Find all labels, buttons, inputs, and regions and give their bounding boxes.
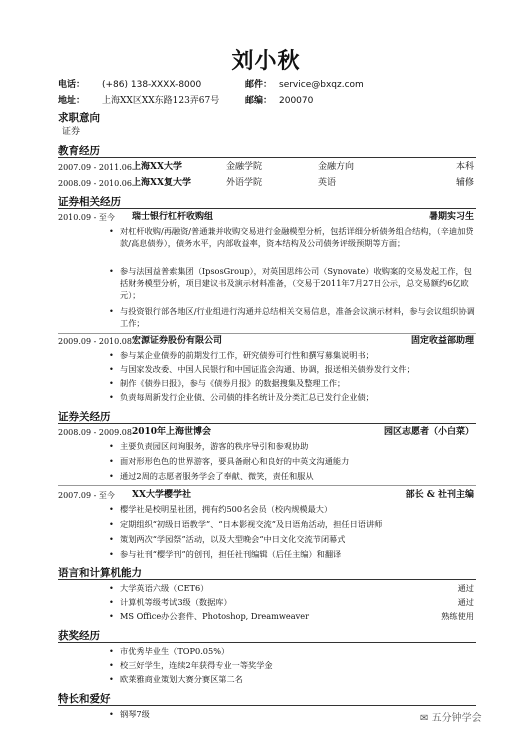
skill-item: • 计算机等级考试3级（数据库） <box>109 597 232 607</box>
bullet-text: 参与某企业债券的前期发行工作，研究债券可行性和撰写募集说明书； <box>120 350 374 360</box>
chat-icon: ✉ <box>420 713 429 724</box>
bullet-item: • 参与社刊“樱学刊”的创刊，担任社刊编辑（后任主编）和翻译 <box>109 549 342 559</box>
bullet-text: 面对形形色色的世界游客，要具备耐心和良好的中英文沟通能力 <box>120 456 350 466</box>
job-date: 2009.09 - 2010.08 <box>58 337 132 346</box>
work-divider <box>58 208 476 209</box>
bullet-text: 对杠杆收购/再融资/普通兼并收购交易进行金融模型分析，包括详细分析债务组合结构，（辛迪加贷款/高息债券），债务水平，内部收益率，资本结构及公司债务评级预期等方面； <box>120 226 474 248</box>
award-text: 欧莱雅商业策划大赛分赛区第二名 <box>120 674 243 684</box>
bullet-item: • 樱学社是校明星社团，拥有约500名会员（校内规模最大） <box>109 504 333 514</box>
skill-item: • 大学英语六级（CET6） <box>109 583 209 593</box>
bullet-text: 与国家发改委、中国人民银行和中国证监会沟通、协调，报送相关债券发行文件； <box>120 364 415 374</box>
hobby-text: 钢琴7级 <box>120 709 150 719</box>
candidate-name: 刘小秋 <box>231 49 301 74</box>
watermark-text: 五分钟学会 <box>431 713 482 724</box>
bullet-item: • 参与某企业债券的前期发行工作，研究债券可行性和撰写募集说明书； <box>109 350 374 360</box>
job-org: 瑞士银行杠杆收购组 <box>132 212 214 222</box>
award-item: • 市优秀毕业生（TOP0.05%） <box>109 646 230 656</box>
bullet-item: • 对杠杆收购/再融资/普通兼并收购交易进行金融模型分析，包括详细分析债务组合结构，（辛迪加贷款/高息债券），债务水平，内部收益率，资本结构及公司债务评级预期等方面； <box>109 226 474 248</box>
award-item: • 校三好学生，连续2年获得专业一等奖学金 <box>109 660 273 670</box>
award-text: 校三好学生，连续2年获得专业一等奖学金 <box>120 660 273 670</box>
bullet-item: • 主要负责园区问询服务，游客的秩序导引和参观协助 <box>109 441 309 451</box>
bullet-item: • 通过2周的志愿者服务学会了奉献、微笑，责任和服从 <box>109 471 314 481</box>
clubs-title: 证券关经历 <box>58 411 111 423</box>
bullet-text: 负责每周新发行企业债、公司债的排名统计及分类汇总已发行企业债； <box>120 392 374 402</box>
bullet-text: 通过2周的志愿者服务学会了奉献、微笑，责任和服从 <box>120 471 314 481</box>
bullet-item: • 参与法国益普索集团（IpsosGroup），对英国思纬公司（Synovate）收购案的交易发起工作，包括财务模型分析，项目建议书及演示材料准备，（交易于2011年7月27日公示，总交易额约6亿欧元）； <box>109 266 472 300</box>
club-role: 园区志愿者（小白菜） <box>383 427 474 437</box>
job-role: 固定收益部助理 <box>410 336 474 346</box>
phone-label: 电话： <box>58 80 86 90</box>
bullet-item: • 制作《债券日报》，参与《债券月报》的数据搜集及整理工作； <box>109 378 346 388</box>
watermark <box>420 709 482 724</box>
bullet-item: • 与国家发改委、中国人民银行和中国证监会沟通、协调，报送相关债券发行文件； <box>109 364 415 374</box>
club-org: 2010年上海世博会 <box>132 427 212 437</box>
club-org: XX大学樱学社 <box>132 490 191 500</box>
bullet-text: 主要负责园区问询服务，游客的秩序导引和参观协助 <box>120 441 309 451</box>
edu-college: 金融学院 <box>226 162 263 172</box>
bullet-item: • 面对形形色色的世界游客，要具备耐心和良好的中英文沟通能力 <box>109 456 350 466</box>
skill-item: • MS Office办公套件、Photoshop, Dreamweaver <box>109 611 309 621</box>
postcode-label: 邮编： <box>245 96 273 106</box>
award-text: 市优秀毕业生（TOP0.05%） <box>120 646 230 656</box>
bullet-text: 樱学社是校明星社团，拥有约500名会员（校内规模最大） <box>120 504 333 514</box>
bullet-item: • 定期组织“初级日语教学”、“日本影视交流”及日语角活动，担任日语讲师 <box>109 519 383 529</box>
bullet-text: 参与社刊“樱学刊”的创刊，担任社刊编辑（后任主编）和翻译 <box>120 549 342 559</box>
bullet-text: 制作《债券日报》，参与《债券月报》的数据搜集及整理工作； <box>120 378 346 388</box>
bullet-text: 定期组织“初级日语教学”、“日本影视交流”及日语角活动，担任日语讲师 <box>120 519 383 529</box>
education-title: 教育经历 <box>58 145 100 157</box>
edu-degree: 本科 <box>455 162 474 172</box>
club-divider <box>58 485 476 486</box>
objective-value: 证券 <box>62 127 81 137</box>
job-date: 2010.09 - 至今 <box>58 213 115 222</box>
club-date: 2008.09 - 2009.08 <box>58 428 132 437</box>
bullet-text: 策划两次“学园祭”活动，以及大型晚会“中日文化交流节闭幕式 <box>120 534 346 544</box>
skill-level: 通过 <box>457 597 474 607</box>
edu-school: 上海XX大学 <box>132 162 182 172</box>
skill-level: 通过 <box>457 583 474 593</box>
email-value[interactable]: service@bxqz.com <box>279 80 364 90</box>
skills-title: 语言和计算机能力 <box>58 567 142 579</box>
skill-name: MS Office办公套件、Photoshop, Dreamweaver <box>120 611 309 621</box>
address-label: 地址： <box>58 96 86 106</box>
hobbies-divider <box>58 705 476 706</box>
address-value: 上海XX区XX东路123弄67号 <box>102 96 220 106</box>
job-divider <box>58 333 476 334</box>
bullet-item: • 负责每周新发行企业债、公司债的排名统计及分类汇总已发行企业债； <box>109 392 374 402</box>
skill-name: 计算机等级考试3级（数据库） <box>120 597 232 607</box>
edu-date: 2007.09 - 2011.06 <box>58 163 132 172</box>
education-divider <box>58 157 476 158</box>
postcode-value: 200070 <box>279 96 314 106</box>
clubs-divider <box>58 423 476 424</box>
awards-title: 获奖经历 <box>58 630 100 642</box>
phone-value: (+86) 138-XXXX-8000 <box>102 80 202 90</box>
bullet-item: • 策划两次“学园祭”活动，以及大型晚会“中日文化交流节闭幕式 <box>109 534 346 544</box>
club-date: 2007.09 - 至今 <box>58 491 115 500</box>
objective-title: 求职意向 <box>58 112 100 124</box>
email-label: 邮件： <box>245 80 273 90</box>
hobbies-title: 特长和爱好 <box>58 693 111 705</box>
club-role: 部长 & 社刊主编 <box>405 490 474 500</box>
award-item: • 欧莱雅商业策划大赛分赛区第二名 <box>109 674 243 684</box>
edu-degree: 辅修 <box>455 178 474 188</box>
bullet-text: 参与法国益普索集团（IpsosGroup），对英国思纬公司（Synovate）收购案的交易发起工作，包括财务模型分析，项目建议书及演示材料准备，（交易于2011年7月27日公示，总交易额约6亿欧元）； <box>120 266 472 300</box>
skill-name: 大学英语六级（CET6） <box>120 583 209 593</box>
skill-level: 熟练使用 <box>441 611 474 621</box>
awards-divider <box>58 642 476 643</box>
edu-school: 上海XX复大学 <box>132 178 191 188</box>
edu-date: 2008.09 - 2010.06 <box>58 179 132 188</box>
work-title: 证券相关经历 <box>58 196 121 208</box>
hobby-item: • 钢琴7级 <box>109 709 150 719</box>
job-role: 暑期实习生 <box>428 212 474 222</box>
skills-divider <box>58 579 476 580</box>
job-org: 宏源证券股份有限公司 <box>132 336 223 346</box>
edu-major: 英语 <box>318 178 337 188</box>
bullet-item: • 与投资银行部各地区/行业组进行沟通并总结相关交易信息，准备会议演示材料，参与会议组织协调工作； <box>109 306 475 328</box>
edu-college: 外语学院 <box>226 178 263 188</box>
bullet-text: 与投资银行部各地区/行业组进行沟通并总结相关交易信息，准备会议演示材料，参与会议组织协调工作； <box>120 306 475 328</box>
edu-major: 金融方向 <box>318 162 355 172</box>
